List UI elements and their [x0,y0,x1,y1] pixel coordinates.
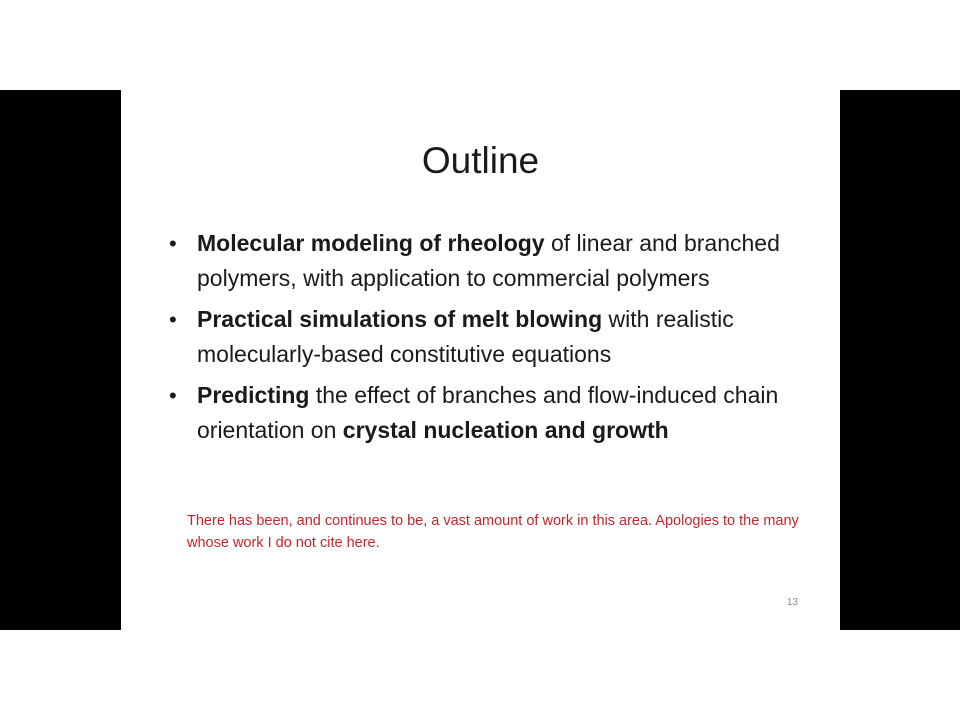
presentation-slide [121,90,840,630]
bullet-icon: • [169,383,177,408]
page-number: 13 [786,597,798,608]
bullet-list [169,226,809,454]
bullet-icon: • [169,231,177,256]
bullet-bold-text: crystal nucleation and growth [342,417,669,443]
bullet-text: with realistic molecularly-based constitutive equations [197,306,734,367]
bullet-item [169,378,809,448]
bullet-icon: • [169,307,177,332]
bullet-bold-text: Predicting [197,382,310,408]
slide-title: Outline [421,140,540,181]
bullet-text: the effect of branches and flow-induced chain orientation on [197,382,779,443]
bullet-bold-text: Molecular modeling of rheology [197,230,545,256]
bullet-item [169,226,809,296]
bullet-bold-text: Practical simulations of melt blowing [197,306,603,332]
video-frame [0,90,960,630]
disclaimer-note: There has been, and continues to be, a vast amount of work in this area. Apologies to the many whose work I do not cite here. [187,513,799,551]
bullet-text: of linear and branched polymers, with application to commercial polymers [197,230,780,291]
bullet-item [169,302,809,372]
